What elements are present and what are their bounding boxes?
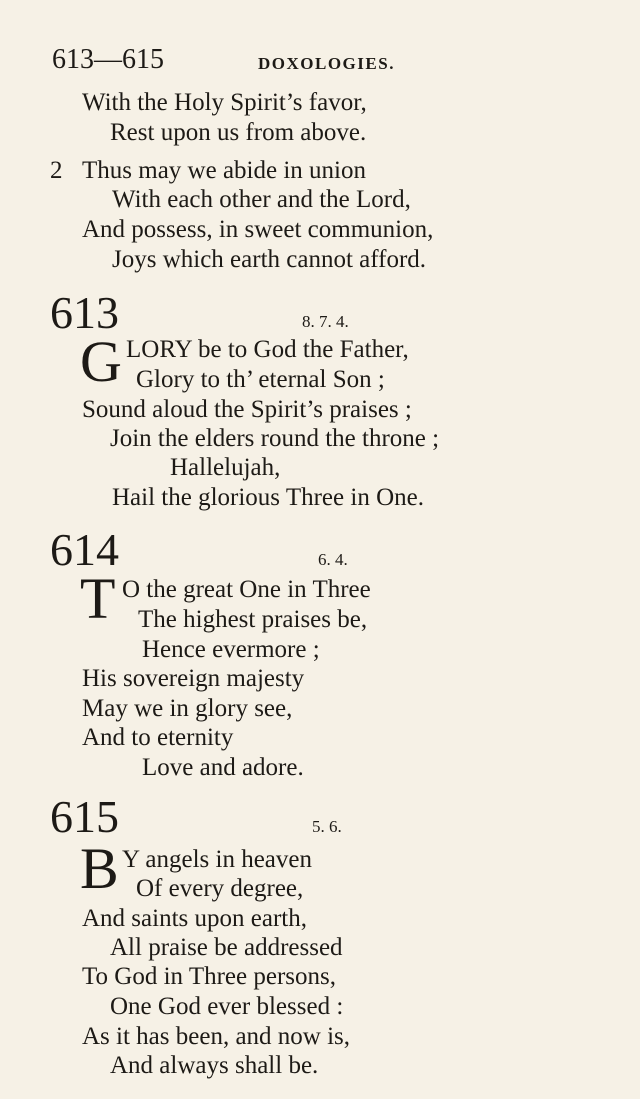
verse-line: Thus may we abide in union [82,157,366,184]
hymn-line: Glory to th’ eternal Son ; [136,366,385,393]
hymn-line: O the great One in Three [122,576,371,603]
drop-cap: G [80,329,122,394]
hymn-line: Y angels in heaven [122,846,312,873]
hymn-number: 613 [50,287,119,338]
verse-line: With each other and the Lord, [112,186,411,213]
hymn-line: The highest praises be, [138,606,368,633]
hymn-number: 614 [50,524,119,575]
hymn-number: 615 [50,791,119,842]
hymn-line: LORY be to God the Father, [126,336,409,363]
hymn-line: And always shall be. [110,1052,319,1079]
hymn-line: And saints upon earth, [82,905,307,932]
hymn-line: Join the elders round the throne ; [110,425,440,452]
hymn-line: One God ever blessed : [110,993,344,1020]
hymn-line: His sovereign majesty [82,665,305,692]
hymn-line: Of every degree, [136,875,304,902]
hymn-line: To God in Three persons, [82,963,336,990]
hymn-line: Hallelujah, [170,454,281,481]
hymn-meter: 5. 6. [312,817,342,836]
verse-line: Joys which earth cannot afford. [112,246,427,273]
page-range: 613—615 [52,44,164,75]
hymn-meter: 8. 7. 4. [302,312,349,331]
hymn-line: Hail the glorious Three in One. [112,484,424,511]
verse-line: And possess, in sweet communion, [82,216,434,243]
hymn-line: May we in glory see, [82,695,293,722]
drop-cap: B [80,836,119,901]
hymn-line: Love and adore. [142,754,304,781]
hymn-line: Sound aloud the Spirit’s praises ; [82,396,412,423]
hymn-line: As it has been, and now is, [82,1023,351,1050]
hymn-line: And to eternity [82,724,234,751]
hymn-line: All praise be addressed [110,934,343,961]
verse-number: 2 [50,157,63,184]
continuation-line: With the Holy Spirit’s favor, [82,89,367,116]
hymn-line: Hence evermore ; [142,636,320,663]
continuation-line: Rest upon us from above. [110,119,367,146]
drop-cap: T [80,566,116,631]
section-title: DOXOLOGIES. [258,54,395,73]
hymn-meter: 6. 4. [318,550,348,569]
